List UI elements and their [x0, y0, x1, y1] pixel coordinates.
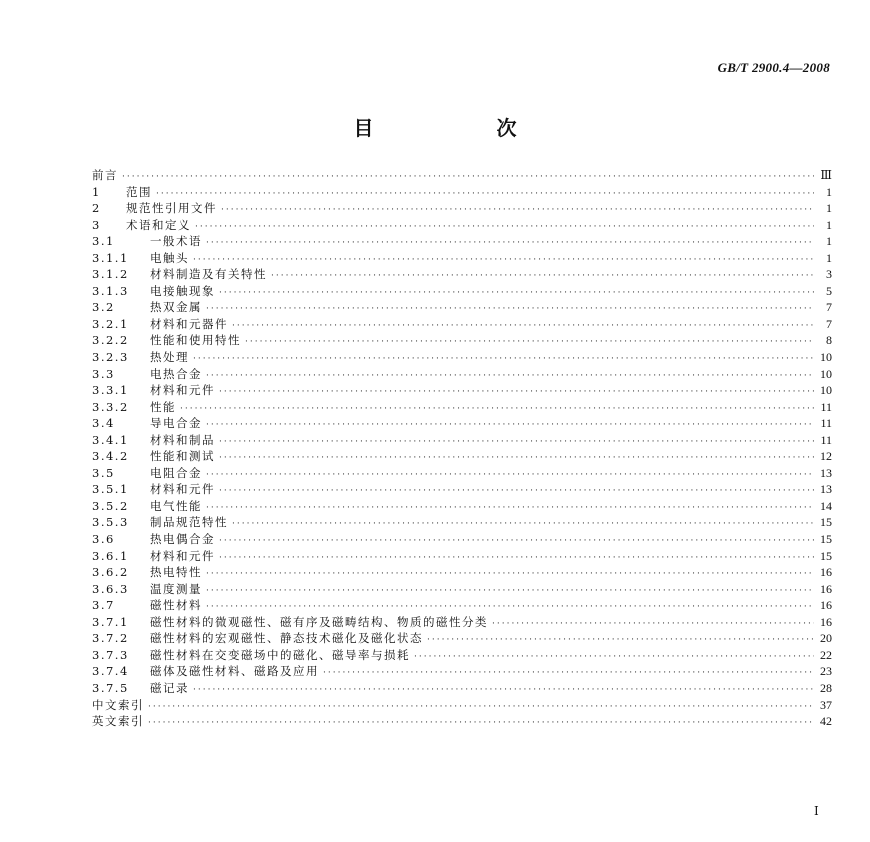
- standard-code: GB/T 2900.4—2008: [717, 60, 830, 75]
- toc-entry-number: 3.7.3: [92, 647, 129, 662]
- toc-entry-page: 3: [826, 267, 832, 282]
- toc-entry-page: 7: [826, 300, 832, 315]
- toc-dot-leader: [219, 434, 814, 451]
- toc-entry-page: 5: [826, 283, 832, 298]
- toc-entry-page: 12: [820, 449, 832, 464]
- toc-dot-leader: [122, 169, 814, 186]
- toc-entry-page: 15: [820, 532, 832, 547]
- toc-entry-title: 磁性材料的宏观磁性、静态技术磁化及磁化状态: [150, 631, 423, 646]
- toc-entry[interactable]: [92, 514, 832, 531]
- toc-entry[interactable]: [92, 713, 832, 730]
- toc-entry-number: 1: [92, 184, 101, 199]
- toc-dot-leader: [206, 467, 814, 484]
- toc-entry[interactable]: [92, 432, 832, 449]
- toc-entry[interactable]: [92, 614, 832, 631]
- toc-dot-leader: [193, 351, 814, 368]
- toc-entry-page: 11: [820, 432, 832, 447]
- toc-dot-leader: [232, 516, 814, 533]
- toc-entry-title: 磁性材料: [150, 598, 202, 613]
- toc-dot-leader: [221, 202, 814, 219]
- toc-entry[interactable]: [92, 332, 832, 349]
- toc-entry-page: 1: [826, 184, 832, 199]
- toc-entry-title: 中文索引: [92, 697, 144, 712]
- toc-dot-leader: [219, 550, 814, 567]
- toc-entry-page: 10: [820, 383, 832, 398]
- toc-entry-title: 热双金属: [150, 300, 202, 315]
- toc-entry-number: 3.4.1: [92, 432, 129, 447]
- toc-entry-title: 材料和元件: [150, 383, 215, 398]
- toc-entry-title: 前言: [92, 168, 118, 182]
- toc-entry-page: 14: [820, 498, 832, 513]
- toc-entry-title: 范围: [126, 184, 152, 199]
- toc-entry-title: 磁性材料的微观磁性、磁有序及磁畴结构、物质的磁性分类: [150, 614, 488, 629]
- toc-entry-page: 15: [820, 548, 832, 563]
- toc-dot-leader: [206, 301, 814, 318]
- toc-entry-title: 材料制造及有关特性: [150, 267, 267, 282]
- toc-entry-page: 1: [826, 201, 832, 216]
- toc-entry-title: 性能和测试: [150, 449, 215, 464]
- toc-entry[interactable]: [92, 283, 832, 300]
- toc-entry[interactable]: [92, 349, 832, 366]
- toc-entry-title: 磁体及磁性材料、磁路及应用: [150, 664, 319, 679]
- toc-dot-leader: [414, 649, 814, 666]
- toc-dot-leader: [206, 235, 814, 252]
- toc-entry-number: 3.1.1: [92, 250, 129, 265]
- toc-entry-page: 15: [820, 515, 832, 530]
- table-of-contents: [92, 167, 832, 730]
- toc-dot-leader: [232, 318, 814, 335]
- toc-entry-number: 3.1.3: [92, 283, 129, 298]
- toc-entry-page: 1: [826, 234, 832, 249]
- toc-entry-title: 温度测量: [150, 581, 202, 596]
- toc-entry-title: 热电偶合金: [150, 532, 215, 547]
- toc-entry-number: 3.7: [92, 598, 115, 613]
- toc-entry[interactable]: [92, 448, 832, 465]
- toc-entry-number: 3.4.2: [92, 449, 129, 464]
- toc-entry-title: 电热合金: [150, 366, 202, 381]
- toc-dot-leader: [193, 682, 814, 699]
- toc-entry-title: 一般术语: [150, 234, 202, 249]
- toc-entry[interactable]: [92, 697, 832, 714]
- toc-entry-title: 磁记录: [150, 680, 189, 695]
- toc-entry-number: 3.1.2: [92, 267, 129, 282]
- toc-entry-number: 2: [92, 201, 101, 216]
- toc-entry-number: 3.5.1: [92, 482, 129, 497]
- toc-entry-page: 20: [820, 631, 832, 646]
- toc-entry-page: 16: [820, 565, 832, 580]
- toc-entry[interactable]: [92, 184, 832, 201]
- toc-dot-leader: [219, 450, 814, 467]
- toc-entry-number: 3.6.1: [92, 548, 129, 563]
- toc-entry-page: 37: [820, 697, 832, 712]
- toc-entry[interactable]: [92, 564, 832, 581]
- toc-entry-number: 3.2.3: [92, 350, 129, 365]
- toc-entry[interactable]: [92, 200, 832, 217]
- toc-entry-page: 42: [820, 714, 832, 729]
- toc-entry[interactable]: [92, 531, 832, 548]
- toc-dot-leader: [148, 699, 814, 716]
- toc-entry-title: 材料和元器件: [150, 316, 228, 331]
- toc-entry-number: 3.5.3: [92, 515, 129, 530]
- toc-entry[interactable]: [92, 581, 832, 598]
- toc-dot-leader: [195, 219, 814, 236]
- toc-dot-leader: [206, 583, 814, 600]
- toc-entry-number: 3.3.1: [92, 383, 129, 398]
- toc-entry-page: 1: [826, 250, 832, 265]
- toc-entry-title: 电触头: [150, 250, 189, 265]
- toc-dot-leader: [271, 268, 814, 285]
- toc-entry[interactable]: [92, 680, 832, 697]
- toc-entry-title: 热处理: [150, 350, 189, 365]
- toc-entry[interactable]: [92, 266, 832, 283]
- toc-entry-number: 3.6: [92, 532, 115, 547]
- toc-dot-leader: [492, 616, 814, 633]
- toc-entry[interactable]: [92, 597, 832, 614]
- toc-entry[interactable]: [92, 382, 832, 399]
- toc-dot-leader: [219, 483, 814, 500]
- toc-entry-number: 3.7.1: [92, 614, 129, 629]
- toc-entry-title: 性能: [150, 399, 176, 414]
- toc-entry[interactable]: [92, 399, 832, 416]
- toc-entry-number: 3.3.2: [92, 399, 129, 414]
- toc-entry-number: 3: [92, 217, 101, 232]
- page-number: Ⅰ: [814, 804, 819, 818]
- toc-entry-page: Ⅲ: [820, 168, 832, 182]
- toc-entry-number: 3.3: [92, 366, 115, 381]
- toc-entry-title: 性能和使用特性: [150, 333, 241, 348]
- toc-dot-leader: [323, 665, 814, 682]
- toc-dot-leader: [206, 500, 814, 517]
- toc-entry[interactable]: [92, 630, 832, 647]
- toc-entry[interactable]: [92, 663, 832, 680]
- toc-entry-title: 材料和元件: [150, 548, 215, 563]
- toc-dot-leader: [245, 334, 814, 351]
- toc-entry[interactable]: [92, 167, 832, 184]
- toc-entry-number: 3.1: [92, 234, 115, 249]
- toc-entry-title: 制品规范特性: [150, 515, 228, 530]
- toc-entry[interactable]: [92, 250, 832, 267]
- toc-entry-title: 英文索引: [92, 714, 144, 729]
- toc-entry-page: 8: [826, 333, 832, 348]
- toc-entry-title: 材料和元件: [150, 482, 215, 497]
- toc-dot-leader: [206, 368, 814, 385]
- toc-entry-page: 1: [826, 217, 832, 232]
- toc-dot-leader: [156, 186, 814, 203]
- toc-entry-page: 22: [820, 647, 832, 662]
- toc-entry[interactable]: [92, 481, 832, 498]
- toc-entry-title: 术语和定义: [126, 217, 191, 232]
- toc-entry-page: 11: [820, 416, 832, 431]
- toc-entry-title: 电阻合金: [150, 465, 202, 480]
- toc-dot-leader: [206, 417, 814, 434]
- toc-entry-number: 3.5: [92, 465, 115, 480]
- toc-dot-leader: [193, 252, 814, 269]
- toc-entry[interactable]: [92, 647, 832, 664]
- toc-dot-leader: [219, 533, 814, 550]
- toc-dot-leader: [148, 715, 814, 732]
- toc-entry-page: 10: [820, 350, 832, 365]
- toc-entry-page: 28: [820, 680, 832, 695]
- toc-dot-leader: [206, 566, 814, 583]
- toc-entry[interactable]: [92, 299, 832, 316]
- toc-entry-page: 13: [820, 482, 832, 497]
- toc-entry[interactable]: [92, 548, 832, 565]
- toc-entry-number: 3.6.3: [92, 581, 129, 596]
- toc-dot-leader: [219, 285, 814, 302]
- toc-entry-number: 3.7.5: [92, 680, 129, 695]
- toc-entry-page: 10: [820, 366, 832, 381]
- toc-dot-leader: [219, 384, 814, 401]
- toc-entry-title: 材料和制品: [150, 432, 215, 447]
- toc-dot-leader: [180, 401, 814, 418]
- toc-entry[interactable]: [92, 366, 832, 383]
- toc-entry[interactable]: [92, 498, 832, 515]
- toc-entry-number: 3.2: [92, 300, 115, 315]
- toc-entry-number: 3.4: [92, 416, 115, 431]
- toc-entry-number: 3.2.2: [92, 333, 129, 348]
- toc-entry[interactable]: [92, 233, 832, 250]
- toc-entry-number: 3.6.2: [92, 565, 129, 580]
- toc-entry-page: 16: [820, 581, 832, 596]
- toc-entry-number: 3.5.2: [92, 498, 129, 513]
- toc-entry-page: 16: [820, 614, 832, 629]
- toc-entry-number: 3.7.2: [92, 631, 129, 646]
- toc-entry-page: 23: [820, 664, 832, 679]
- toc-entry-number: 3.2.1: [92, 316, 129, 331]
- toc-entry-title: 电接触现象: [150, 283, 215, 298]
- toc-entry-number: 3.7.4: [92, 664, 129, 679]
- toc-entry[interactable]: [92, 217, 832, 234]
- toc-entry-title: 导电合金: [150, 416, 202, 431]
- toc-entry-page: 11: [820, 399, 832, 414]
- toc-entry[interactable]: [92, 415, 832, 432]
- toc-entry-title: 规范性引用文件: [126, 201, 217, 216]
- toc-entry[interactable]: [92, 465, 832, 482]
- toc-entry-page: 13: [820, 465, 832, 480]
- toc-entry-title: 热电特性: [150, 565, 202, 580]
- toc-dot-leader: [427, 632, 814, 649]
- toc-entry-page: 7: [826, 316, 832, 331]
- toc-entry-title: 磁性材料在交变磁场中的磁化、磁导率与损耗: [150, 647, 410, 662]
- toc-entry[interactable]: [92, 316, 832, 333]
- toc-entry-title: 电气性能: [150, 498, 202, 513]
- page-title: 目 次: [353, 116, 575, 140]
- toc-entry-page: 16: [820, 598, 832, 613]
